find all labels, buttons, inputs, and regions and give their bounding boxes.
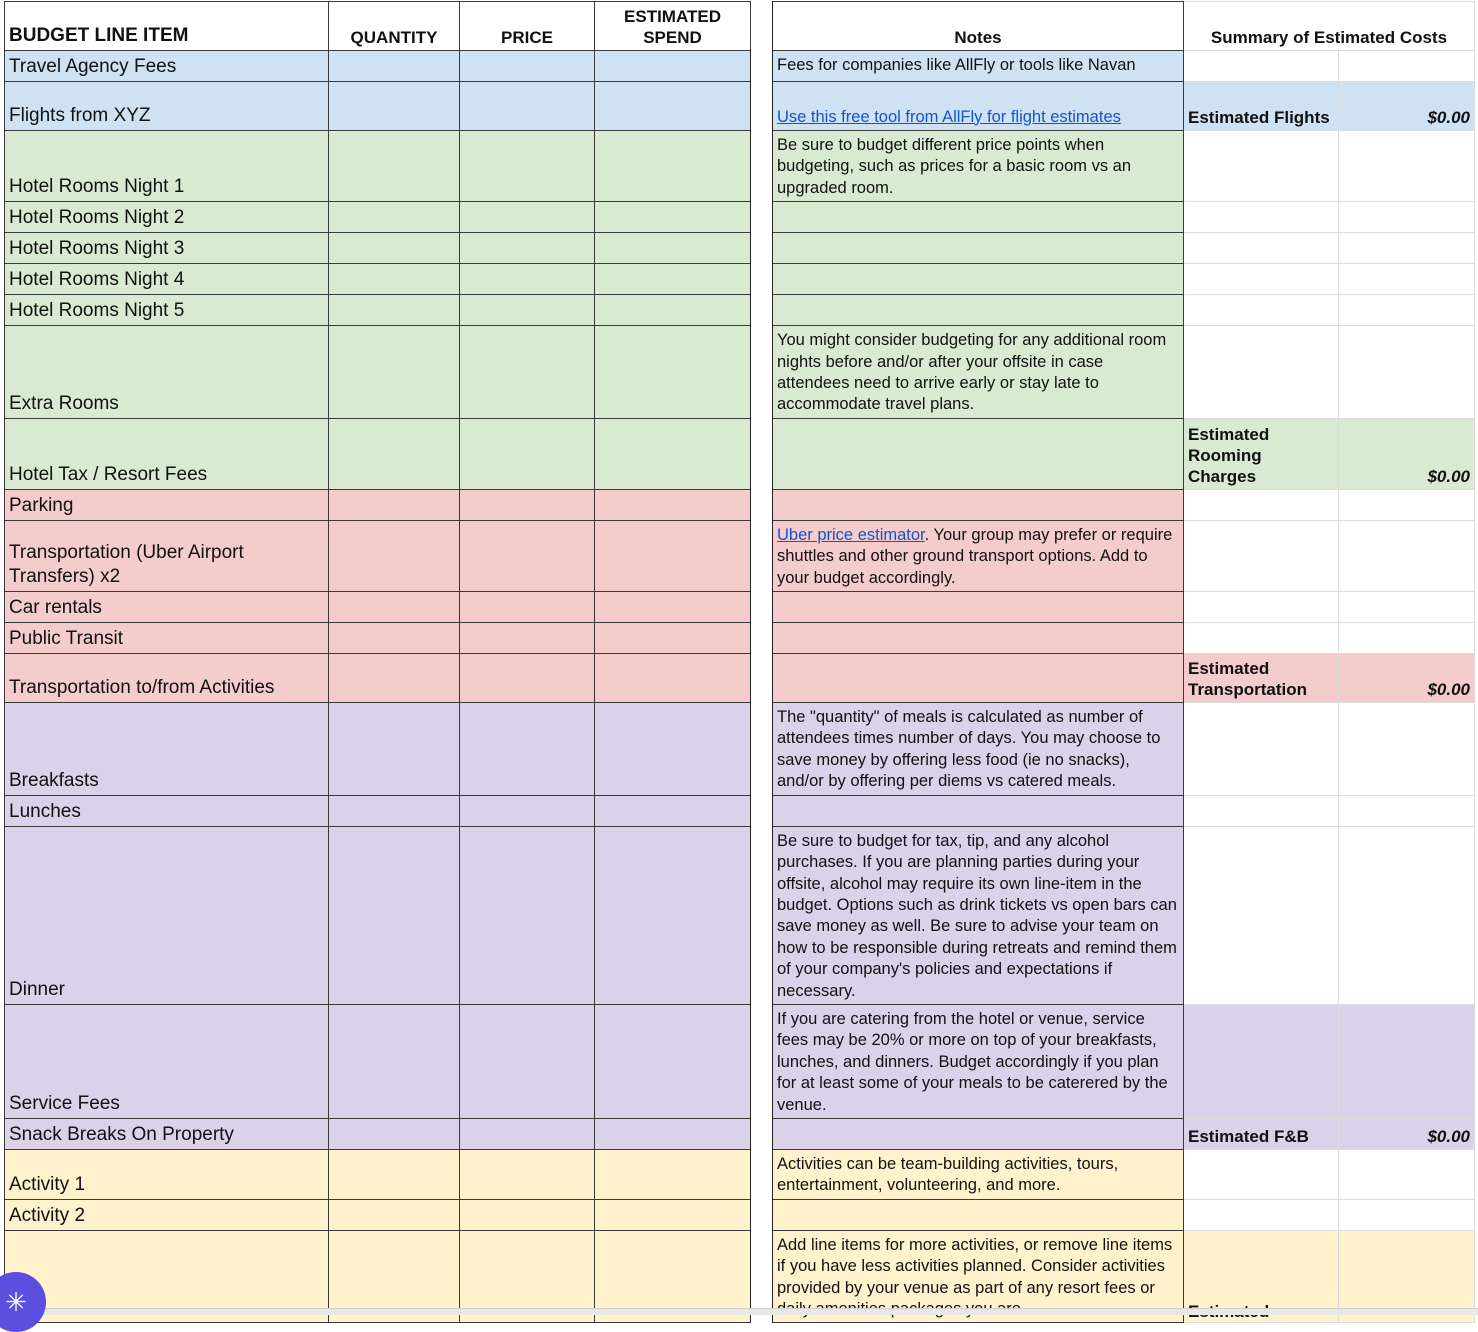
summary-value-fnb[interactable]: $0.00 <box>1339 1118 1475 1149</box>
cell-item[interactable]: Travel Agency Fees <box>5 51 329 82</box>
cell-note[interactable] <box>773 418 1184 489</box>
cell-note[interactable] <box>773 295 1184 326</box>
cell-summary-label[interactable] <box>1184 520 1339 591</box>
summary-value-flights[interactable]: $0.00 <box>1339 82 1475 131</box>
cell-quantity[interactable] <box>329 1199 460 1230</box>
cell-summary-value[interactable] <box>1339 489 1475 520</box>
cell-price[interactable] <box>460 520 595 591</box>
table-row <box>5 51 1475 82</box>
note-text: . Your group may prefer or require shuttles and other ground transport options. Add to your budget accordingly. <box>777 525 1173 587</box>
cell-quantity[interactable] <box>329 233 460 264</box>
cell-quantity[interactable] <box>329 295 460 326</box>
cell-price[interactable] <box>460 326 595 419</box>
cell-summary-value[interactable] <box>1339 202 1475 233</box>
sparkle-icon[interactable]: ✳ <box>0 1272 46 1332</box>
cell-item[interactable]: Parking <box>5 489 329 520</box>
table-row <box>5 1199 1475 1230</box>
table-row <box>5 1118 1475 1149</box>
cell-spend[interactable] <box>595 489 751 520</box>
cell-note[interactable] <box>773 264 1184 295</box>
cell-item[interactable]: Hotel Rooms Night 3 <box>5 233 329 264</box>
cell-spend[interactable] <box>595 264 751 295</box>
cell-note[interactable]: You might consider budgeting for any additional room nights before and/or after your offsite in case attendees need to arrive early or stay late to accommodate travel plans. <box>773 326 1184 419</box>
cell-note[interactable] <box>773 489 1184 520</box>
cell-item[interactable]: Dinner <box>5 826 329 1004</box>
cell-spend[interactable] <box>595 326 751 419</box>
cell-summary-value[interactable] <box>1339 592 1475 623</box>
cell-summary-label[interactable] <box>1184 202 1339 233</box>
summary-value-rooming[interactable]: $0.00 <box>1339 418 1475 489</box>
cell-note[interactable] <box>773 592 1184 623</box>
cell-summary-label[interactable] <box>1184 592 1339 623</box>
cell-quantity[interactable] <box>329 703 460 796</box>
cell-summary-value[interactable] <box>1339 703 1475 796</box>
cell-note[interactable]: Activities can be team-building activities, tours, entertainment, volunteering, and more. <box>773 1149 1184 1199</box>
header-price[interactable]: PRICE <box>460 2 595 51</box>
cell-spend[interactable] <box>595 795 751 826</box>
cell-price[interactable] <box>460 826 595 1004</box>
cell-summary-value[interactable] <box>1339 264 1475 295</box>
header-summary[interactable]: Summary of Estimated Costs <box>1184 2 1475 51</box>
cell-summary-label[interactable] <box>1184 264 1339 295</box>
cell-item[interactable]: Extra Rooms <box>5 326 329 419</box>
table-row <box>5 295 1475 326</box>
header-spend-line1: ESTIMATED <box>624 7 721 26</box>
table-row <box>5 1004 1475 1118</box>
cell-spend[interactable] <box>595 623 751 654</box>
table-row <box>5 826 1475 1004</box>
cell-item[interactable]: Hotel Rooms Night 1 <box>5 131 329 202</box>
cell-item[interactable]: Hotel Rooms Night 5 <box>5 295 329 326</box>
cell-summary-value[interactable] <box>1339 1004 1475 1118</box>
cell-price[interactable] <box>460 418 595 489</box>
summary-label-flights[interactable]: Estimated Flights <box>1184 82 1339 131</box>
cell-quantity[interactable] <box>329 264 460 295</box>
cell-summary-value[interactable] <box>1339 295 1475 326</box>
cell-note[interactable]: Be sure to budget for tax, tip, and any alcohol purchases. If you are planning parties during your offsite, alcohol may require its own line-item in the budget. Options such as drink tickets vs open bars can save money as well. Be sure to advise your team on how to be responsible during retreats and remind them of your company's policies and expectations if necessary. <box>773 826 1184 1004</box>
cell-quantity[interactable] <box>329 1118 460 1149</box>
cell-summary-value[interactable] <box>1339 326 1475 419</box>
cell-summary-label[interactable] <box>1184 326 1339 419</box>
header-item[interactable]: BUDGET LINE ITEM <box>5 2 329 51</box>
cell-quantity[interactable] <box>329 654 460 703</box>
cell-spend[interactable] <box>595 51 751 82</box>
cell-price[interactable] <box>460 82 595 131</box>
table-row <box>5 592 1475 623</box>
cell-quantity[interactable] <box>329 623 460 654</box>
table-row <box>5 623 1475 654</box>
cell-item[interactable]: Hotel Rooms Night 2 <box>5 202 329 233</box>
table-row <box>5 233 1475 264</box>
cell-note[interactable]: The "quantity" of meals is calculated as number of attendees times number of days. You may choose to save money by offering less food (ie no snacks), and/or by offering per diems vs catered meals. <box>773 703 1184 796</box>
uber-estimator-link[interactable]: Uber price estimator <box>777 525 925 544</box>
cell-summary-label[interactable] <box>1184 51 1339 82</box>
cell-item[interactable]: Car rentals <box>5 592 329 623</box>
cell-note[interactable]: If you are catering from the hotel or venue, service fees may be 20% or more on top of your breakfasts, lunches, and dinners. Budget accordingly if you plan for at least some of your meals to be caterered by the venue. <box>773 1004 1184 1118</box>
cell-item[interactable]: Activity 2 <box>5 1199 329 1230</box>
cell-spend[interactable] <box>595 233 751 264</box>
cell-spend[interactable] <box>595 1149 751 1199</box>
table-row <box>5 326 1475 419</box>
table-row <box>5 489 1475 520</box>
cell-price[interactable] <box>460 1004 595 1118</box>
summary-label-fnb[interactable]: Estimated F&B <box>1184 1118 1339 1149</box>
flight-estimate-link[interactable]: Use this free tool from AllFly for flight estimates <box>777 107 1121 126</box>
cell-spend[interactable] <box>595 82 751 131</box>
table-row <box>5 520 1475 591</box>
cell-price[interactable] <box>460 1199 595 1230</box>
cell-quantity[interactable] <box>329 82 460 131</box>
cell-item[interactable]: Lunches <box>5 795 329 826</box>
cell-spend[interactable] <box>595 592 751 623</box>
cell-price[interactable] <box>460 623 595 654</box>
cell-spend[interactable] <box>595 1118 751 1149</box>
cell-item[interactable]: Breakfasts <box>5 703 329 796</box>
summary-value-transportation[interactable]: $0.00 <box>1339 654 1475 703</box>
cell-item[interactable]: Hotel Tax / Resort Fees <box>5 418 329 489</box>
cell-item[interactable]: Transportation (Uber Airport Transfers) x2 <box>5 520 329 591</box>
cell-note[interactable]: Be sure to budget different price points when budgeting, such as prices for a basic room vs an upgraded room. <box>773 131 1184 202</box>
cell-item[interactable]: Hotel Rooms Night 4 <box>5 264 329 295</box>
cell-price[interactable] <box>460 1149 595 1199</box>
cell-quantity[interactable] <box>329 51 460 82</box>
cell-note[interactable] <box>773 795 1184 826</box>
cell-price[interactable] <box>460 264 595 295</box>
cell-item[interactable]: Activity 1 <box>5 1149 329 1199</box>
cell-note[interactable]: Add line items for more activities, or remove line items if you have less activities planned. Consider activities provided by your venue as part of any resort fees or <box>773 1230 1184 1323</box>
cell-summary-value[interactable] <box>1339 51 1475 82</box>
table-row <box>5 418 1475 489</box>
cell-summary-value[interactable] <box>1339 795 1475 826</box>
cell-summary-label[interactable] <box>1184 795 1339 826</box>
cell-quantity[interactable] <box>329 131 460 202</box>
cell-quantity[interactable] <box>329 489 460 520</box>
cell-summary-label[interactable] <box>1184 1149 1339 1199</box>
budget-table <box>4 1 1475 1323</box>
table-row <box>5 131 1475 202</box>
cell-item[interactable]: Snack Breaks On Property <box>5 1118 329 1149</box>
cell-note[interactable] <box>773 654 1184 703</box>
cell-summary-label[interactable] <box>1184 1199 1339 1230</box>
table-row <box>5 82 1475 131</box>
cell-spend[interactable] <box>595 1199 751 1230</box>
cell-summary-label[interactable] <box>1184 623 1339 654</box>
cell-summary-label[interactable] <box>1184 826 1339 1004</box>
cell-price[interactable] <box>460 795 595 826</box>
cell-summary-value[interactable] <box>1339 623 1475 654</box>
cell-summary-value[interactable] <box>1339 520 1475 591</box>
cell-item[interactable]: Public Transit <box>5 623 329 654</box>
table-row <box>5 654 1475 703</box>
cell-spend[interactable] <box>595 520 751 591</box>
cell-price[interactable] <box>460 202 595 233</box>
cell-summary-label[interactable] <box>1184 233 1339 264</box>
table-row <box>5 264 1475 295</box>
cell-quantity[interactable] <box>329 795 460 826</box>
cell-quantity[interactable] <box>329 592 460 623</box>
cell-price[interactable] <box>460 51 595 82</box>
header-quantity[interactable]: QUANTITY <box>329 2 460 51</box>
cell-price[interactable] <box>460 654 595 703</box>
cell-spend[interactable] <box>595 418 751 489</box>
cell-summary-value[interactable] <box>1339 1149 1475 1199</box>
cell-price[interactable] <box>460 703 595 796</box>
cell-price[interactable] <box>460 1118 595 1149</box>
summary-label-rooming[interactable]: Estimated Rooming Charges <box>1184 418 1339 489</box>
cell-spend[interactable] <box>595 131 751 202</box>
cell-summary-value[interactable] <box>1339 233 1475 264</box>
cell-quantity[interactable] <box>329 202 460 233</box>
summary-label-transportation[interactable]: Estimated Transportation <box>1184 654 1339 703</box>
cell-summary-value[interactable] <box>1339 826 1475 1004</box>
cell-note[interactable] <box>773 233 1184 264</box>
header-row <box>5 2 1475 51</box>
cell-summary-label[interactable] <box>1184 131 1339 202</box>
cell-note[interactable] <box>773 623 1184 654</box>
header-spend-line2: SPEND <box>643 28 702 47</box>
cell-spend[interactable] <box>595 202 751 233</box>
cell-note[interactable]: Fees for companies like AllFly or tools like Navan <box>773 51 1184 82</box>
cell-note[interactable] <box>773 1199 1184 1230</box>
cell-spend[interactable] <box>595 654 751 703</box>
cell-quantity[interactable] <box>329 326 460 419</box>
header-notes[interactable]: Notes <box>773 2 1184 51</box>
cell-quantity[interactable] <box>329 1004 460 1118</box>
cell-quantity[interactable] <box>329 1149 460 1199</box>
cell-spend[interactable] <box>595 1004 751 1118</box>
cell-price[interactable] <box>460 489 595 520</box>
cell-summary-label[interactable] <box>1184 295 1339 326</box>
cell-note[interactable] <box>773 520 1184 591</box>
table-row <box>5 202 1475 233</box>
cell-price[interactable] <box>460 131 595 202</box>
cell-spend[interactable] <box>595 703 751 796</box>
cell-item[interactable]: Transportation to/from Activities <box>5 654 329 703</box>
cell-price[interactable] <box>460 233 595 264</box>
header-estimated-spend[interactable] <box>595 2 751 51</box>
cell-quantity[interactable] <box>329 826 460 1004</box>
cell-quantity[interactable] <box>329 520 460 591</box>
horizontal-scrollbar[interactable] <box>0 1308 1478 1315</box>
table-row <box>5 1149 1475 1199</box>
table-row <box>5 795 1475 826</box>
cell-spend[interactable] <box>595 295 751 326</box>
cell-note[interactable] <box>773 82 1184 131</box>
cell-item[interactable]: Service Fees <box>5 1004 329 1118</box>
cell-note[interactable] <box>773 202 1184 233</box>
cell-price[interactable] <box>460 592 595 623</box>
cell-summary-label[interactable] <box>1184 489 1339 520</box>
cell-item[interactable]: Flights from XYZ <box>5 82 329 131</box>
cell-summary-value[interactable] <box>1339 1199 1475 1230</box>
cell-summary-label[interactable] <box>1184 1004 1339 1118</box>
frozen-divider[interactable] <box>751 2 773 1323</box>
cell-quantity[interactable] <box>329 418 460 489</box>
table-row <box>5 703 1475 796</box>
cell-price[interactable] <box>460 295 595 326</box>
cell-spend[interactable] <box>595 826 751 1004</box>
cell-summary-label[interactable] <box>1184 703 1339 796</box>
cell-note[interactable] <box>773 1118 1184 1149</box>
cell-summary-value[interactable] <box>1339 131 1475 202</box>
